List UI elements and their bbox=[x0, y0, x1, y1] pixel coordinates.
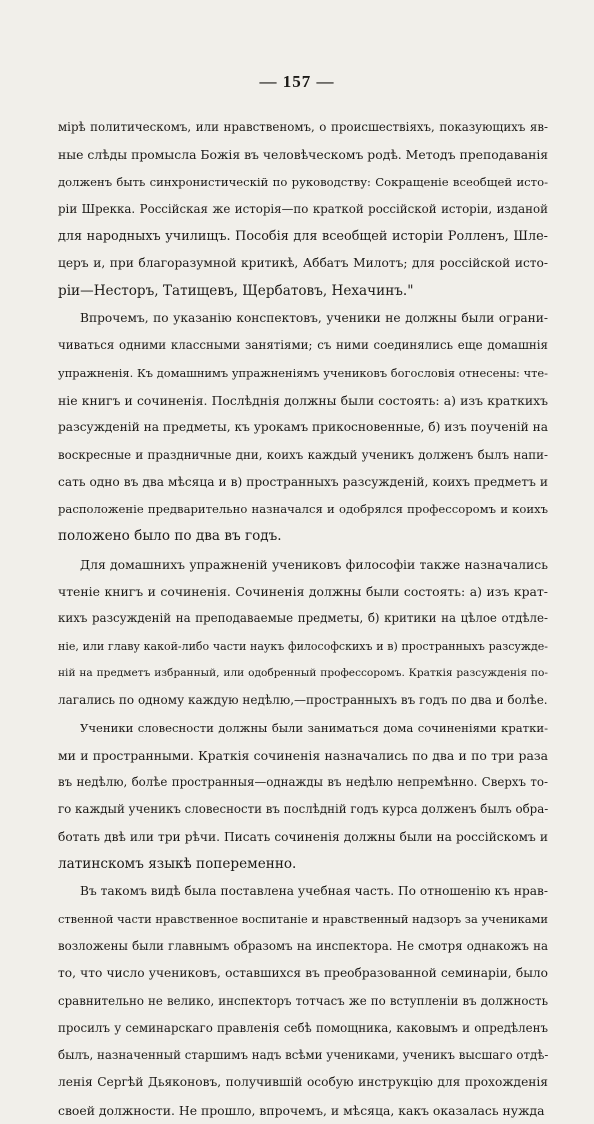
text-line: ріи—Несторъ, Татищевъ, Щербатовъ, Нехачинъ." bbox=[58, 282, 414, 299]
page-number: — 157 — bbox=[259, 72, 335, 91]
text-line: своей должности. Не прошло, впрочемъ, и мѣсяца, какъ оказалась нужда bbox=[58, 1102, 545, 1118]
text-line: Въ такомъ видѣ была поставлена учебная часть. По отношенію къ нрав- bbox=[80, 884, 548, 899]
text-line: просилъ у семинарскаго правленія себѣ помощника, каковымъ и опредѣленъ bbox=[58, 1020, 548, 1035]
text-line: расположеніе предварительно назначался и одобрялся профессоромъ и коихъ bbox=[58, 502, 548, 517]
paragraph bbox=[58, 305, 548, 551]
text-line: Впрочемъ, по указанію конспектовъ, ученики не должны были ограни- bbox=[80, 311, 548, 326]
text-line: ленія Сергѣй Дьяконовъ, получившій особую инструкцію для прохожденія bbox=[58, 1075, 548, 1090]
text-line: латинскомъ языкѣ попеременно. bbox=[58, 856, 297, 873]
text-line: ній на предметъ избранный, или одобренный профессоромъ. Краткія разсужденія по- bbox=[58, 666, 548, 679]
text-line: мірѣ политическомъ, или нравственомъ, о происшествіяхъ, показующихъ яв- bbox=[58, 120, 548, 134]
text-line: возложены были главнымъ образомъ на инспектора. Не смотря однакожъ на bbox=[58, 938, 548, 953]
text-line: Для домашнихъ упражненій учениковъ философіи также назначались bbox=[80, 556, 548, 572]
text-line: въ недѣлю, болѣе пространныя—однажды въ недѣлю непремѣнно. Сверхъ то- bbox=[58, 775, 548, 790]
text-line: сравнительно не велико, инспекторъ тотчасъ же по вступленіи въ должность bbox=[58, 993, 548, 1008]
text-line: сать одно въ два мѣсяца и в) пространныхъ разсужденій, коихъ предметъ и bbox=[58, 474, 548, 489]
text-line: ботать двѣ или три рѣчи. Писать сочиненія должны были на россійскомъ и bbox=[58, 829, 548, 844]
paragraph bbox=[58, 551, 548, 715]
text-line: воскресные и праздничные дни, коихъ каждый ученикъ долженъ былъ напи- bbox=[58, 447, 548, 462]
text-line: ственной части нравственное воспитаніе и нравственный надзоръ за учениками bbox=[58, 911, 548, 926]
text-line: Ученики словесности должны были заниматься дома сочиненіями кратки- bbox=[80, 720, 548, 735]
body-text bbox=[58, 114, 548, 1124]
text-line: церъ и, при благоразумной критикѣ, Аббатъ Милотъ; для россійской исто- bbox=[58, 256, 548, 271]
paragraph bbox=[58, 878, 548, 1124]
text-line: ріи Шрекка. Россійская же исторія—по краткой россійской исторіи, изданой bbox=[58, 201, 548, 216]
paragraph bbox=[58, 114, 548, 305]
paragraph bbox=[58, 715, 548, 879]
text-line: ми и пространными. Краткія сочиненія назначались по два и по три раза bbox=[58, 747, 548, 763]
text-line: долженъ быть синхронистическій по руководству: Сокращеніе всеобщей исто- bbox=[58, 174, 548, 189]
text-line: для народныхъ училищъ. Пособія для всеобщей исторіи Ролленъ, Шле- bbox=[58, 229, 548, 245]
text-line: го каждый ученикъ словесности въ послѣдній годъ курса долженъ былъ обра- bbox=[58, 802, 549, 817]
text-line: ніе, или главу какой-либо части наукъ философскихъ и в) пространныхъ разсужде- bbox=[58, 639, 548, 653]
text-line: положено было по два въ годъ. bbox=[58, 528, 282, 545]
text-line: ные слѣды промысла Божія въ человѣческомъ родѣ. Методъ преподаванія bbox=[58, 147, 549, 163]
text-line: кихъ разсужденій на преподаваемые предметы, б) критики на цѣлое отдѣле- bbox=[58, 611, 548, 626]
text-line: разсужденій на предметы, къ урокамъ прикосновенные, б) изъ поученій на bbox=[58, 420, 548, 435]
text-line: упражненія. Къ домашнимъ упражненіямъ учениковъ богословія отнесены: чте- bbox=[58, 365, 548, 380]
text-line: былъ, назначенный старшимъ надъ всѣми учениками, ученикъ высшаго отдѣ- bbox=[58, 1048, 549, 1063]
text-line: чтеніе книгъ и сочиненія. Сочиненія должны были состоять: а) изъ крат- bbox=[58, 584, 548, 600]
text-line: ніе книгъ и сочиненія. Послѣднія должны были состоять: а) изъ краткихъ bbox=[58, 392, 548, 408]
text-line: лагались по одному каждую недѣлю,—пространныхъ въ годъ по два и болѣе. bbox=[58, 693, 548, 708]
text-line: чиваться одними классными занятіями; съ ними соединялись еще домашнія bbox=[58, 338, 548, 353]
text-line: то, что число учениковъ, оставшихся въ преобразованной семинаріи, было bbox=[58, 966, 548, 981]
